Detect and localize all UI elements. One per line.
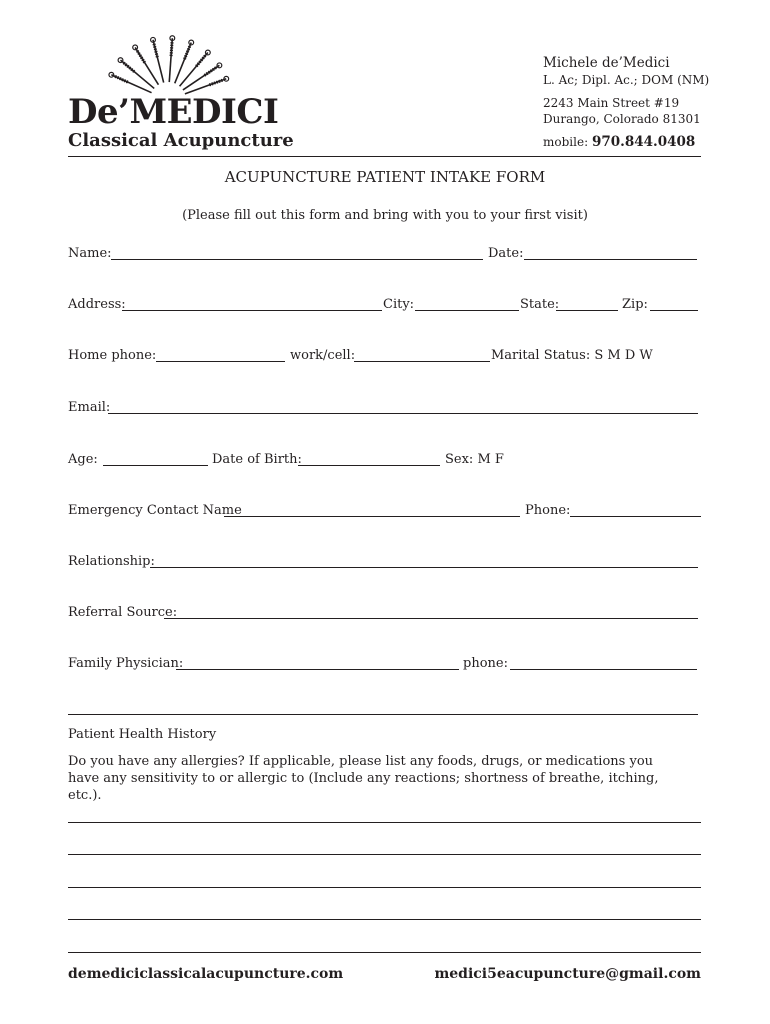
allergies-answer-line[interactable] bbox=[68, 822, 701, 823]
relationship-field[interactable] bbox=[150, 567, 698, 568]
dob-field[interactable] bbox=[298, 465, 440, 466]
address-label: Address: bbox=[68, 297, 126, 312]
mobile-contact bbox=[543, 134, 695, 150]
allergies-answer-line[interactable] bbox=[68, 854, 701, 855]
allergies-answer-line[interactable] bbox=[68, 952, 701, 953]
home-phone-label: Home phone: bbox=[68, 348, 157, 363]
form-subtitle: (Please fill out this form and bring with you to your first visit) bbox=[182, 208, 588, 223]
header-divider bbox=[68, 156, 701, 157]
emergency-phone-label: Phone: bbox=[525, 503, 571, 518]
name-field[interactable] bbox=[111, 259, 483, 260]
practitioner-name: Michele de’Medici bbox=[543, 55, 670, 71]
allergies-question: Do you have any allergies? If applicable, please list any foods, drugs, or medications you have any sensitivity to or allergic to (Include any reactions; shortness of breathe, itching, etc.). bbox=[68, 754, 659, 803]
email-field[interactable] bbox=[108, 413, 698, 414]
work-cell-field[interactable] bbox=[354, 361, 490, 362]
date-field[interactable] bbox=[524, 259, 697, 260]
emergency-phone-field[interactable] bbox=[570, 516, 701, 517]
state-label: State: bbox=[520, 297, 560, 312]
logo-title: De’MEDICI bbox=[68, 92, 279, 132]
logo-subtitle: Classical Acupuncture bbox=[68, 130, 294, 151]
referral-field[interactable] bbox=[164, 618, 698, 619]
physician-label: Family Physician: bbox=[68, 656, 184, 671]
mobile-number: 970.844.0408 bbox=[591, 134, 696, 150]
footer-email: medici5eacupuncture@gmail.com bbox=[434, 966, 701, 982]
zip-label: Zip: bbox=[622, 297, 648, 312]
form-title: ACUPUNCTURE PATIENT INTAKE FORM bbox=[224, 168, 546, 186]
email-label: Email: bbox=[68, 400, 111, 415]
physician-phone-label: phone: bbox=[463, 656, 508, 671]
health-history-heading: Patient Health History bbox=[68, 727, 217, 742]
allergies-answer-line[interactable] bbox=[68, 919, 701, 920]
emergency-contact-field[interactable] bbox=[224, 516, 520, 517]
sex-label[interactable]: Sex: M F bbox=[445, 452, 504, 467]
state-field[interactable] bbox=[556, 310, 618, 311]
dob-label: Date of Birth: bbox=[212, 452, 302, 467]
name-label: Name: bbox=[68, 246, 112, 261]
mobile-label: mobile: bbox=[543, 135, 589, 149]
address-line-1: 2243 Main Street #19 bbox=[543, 96, 680, 110]
section-divider bbox=[68, 714, 698, 715]
date-label: Date: bbox=[488, 246, 524, 261]
city-label: City: bbox=[383, 297, 415, 312]
address-field[interactable] bbox=[122, 310, 382, 311]
age-field[interactable] bbox=[103, 465, 208, 466]
age-label: Age: bbox=[68, 452, 98, 467]
relationship-label: Relationship: bbox=[68, 554, 155, 569]
home-phone-field[interactable] bbox=[156, 361, 285, 362]
referral-label: Referral Source: bbox=[68, 605, 178, 620]
marital-status-label[interactable]: Marital Status: S M D W bbox=[491, 348, 653, 363]
footer-website: demediciclassicalacupuncture.com bbox=[68, 966, 344, 982]
practitioner-credentials: L. Ac; Dipl. Ac.; DOM (NM) bbox=[543, 73, 710, 87]
physician-phone-field[interactable] bbox=[510, 669, 697, 670]
address-line-2: Durango, Colorado 81301 bbox=[543, 112, 701, 126]
needles-logo-icon bbox=[96, 26, 236, 98]
emergency-contact-label: Emergency Contact Name bbox=[68, 503, 242, 518]
allergies-answer-line[interactable] bbox=[68, 887, 701, 888]
work-cell-label: work/cell: bbox=[290, 348, 356, 363]
physician-field[interactable] bbox=[176, 669, 459, 670]
city-field[interactable] bbox=[415, 310, 519, 311]
zip-field[interactable] bbox=[650, 310, 698, 311]
